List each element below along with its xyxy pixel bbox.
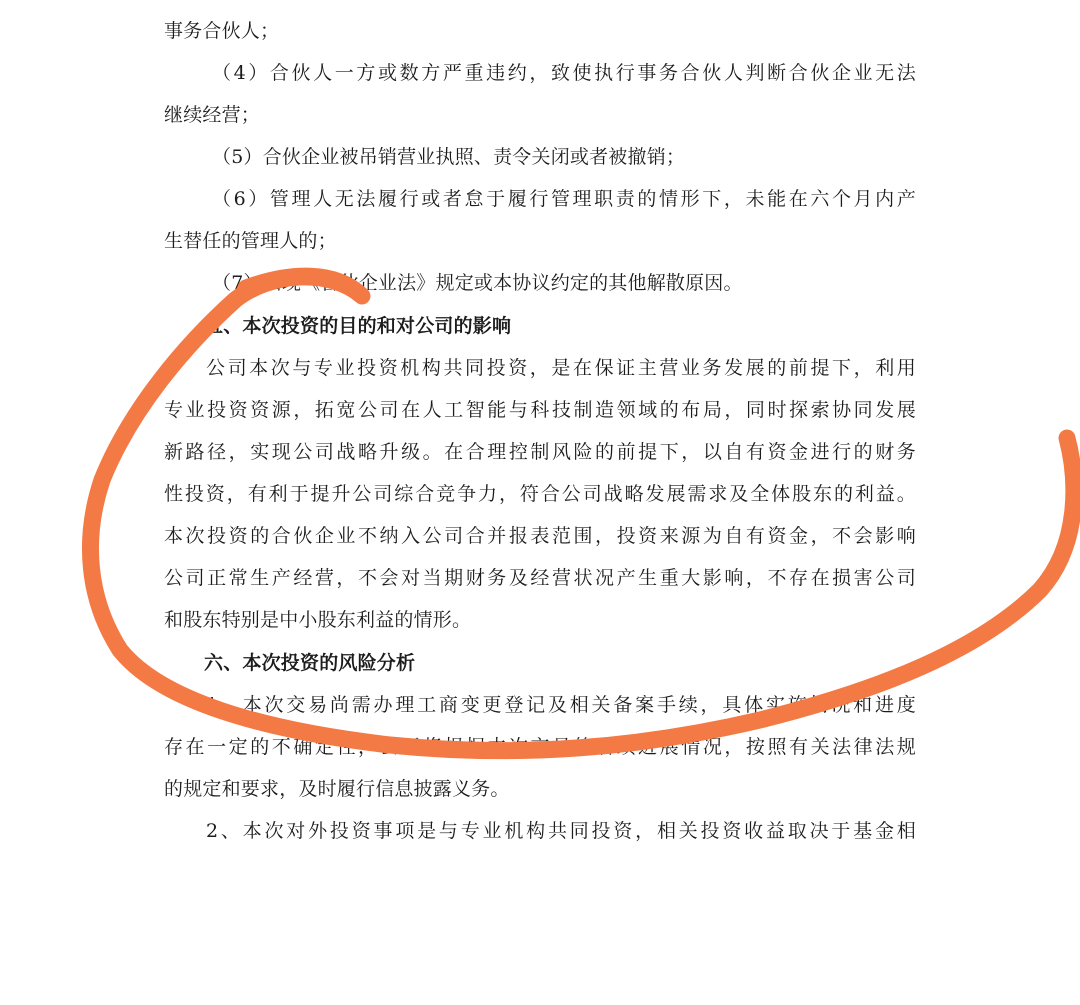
text-line: 2、本次对外投资事项是与专业机构共同投资，相关投资收益取决于基金相 bbox=[206, 820, 916, 842]
text-line: （7）出现《合伙企业法》规定或本协议约定的其他解散原因。 bbox=[212, 272, 743, 294]
text-line: 1、本次交易尚需办理工商变更登记及相关备案手续，具体实施情况和进度 bbox=[206, 694, 916, 716]
text-line: 性投资，有利于提升公司综合竞争力，符合公司战略发展需求及全体股东的利益。 bbox=[164, 483, 916, 505]
text-line: 公司本次与专业投资机构共同投资，是在保证主营业务发展的前提下，利用 bbox=[206, 357, 916, 379]
text-line: 的规定和要求，及时履行信息披露义务。 bbox=[164, 778, 510, 800]
section-heading: 六、本次投资的风险分析 bbox=[204, 652, 416, 674]
text-line: （6）管理人无法履行或者怠于履行管理职责的情形下，未能在六个月内产 bbox=[212, 188, 916, 210]
text-line: 本次投资的合伙企业不纳入公司合并报表范围，投资来源为自有资金，不会影响 bbox=[164, 525, 916, 547]
text-line: 事务合伙人； bbox=[164, 20, 280, 42]
circle-stroke bbox=[90, 276, 1073, 750]
text-line: 存在一定的不确定性，公司将根据本次交易的后续进展情况，按照有关法律法规 bbox=[164, 736, 916, 758]
text-line: 生替任的管理人的； bbox=[164, 230, 337, 252]
text-line: 公司正常生产经营，不会对当期财务及经营状况产生重大影响，不存在损害公司 bbox=[164, 567, 916, 589]
text-line: 新路径，实现公司战略升级。在合理控制风险的前提下，以自有资金进行的财务 bbox=[164, 441, 916, 463]
text-line: （5）合伙企业被吊销营业执照、责令关闭或者被撤销； bbox=[212, 146, 686, 168]
text-line: （4）合伙人一方或数方严重违约，致使执行事务合伙人判断合伙企业无法 bbox=[212, 62, 916, 84]
text-line: 专业投资资源，拓宽公司在人工智能与科技制造领域的布局，同时探索协同发展 bbox=[164, 399, 916, 421]
text-line: 继续经营； bbox=[164, 104, 261, 126]
section-heading: 五、本次投资的目的和对公司的影响 bbox=[204, 315, 512, 337]
text-line: 和股东特别是中小股东利益的情形。 bbox=[164, 609, 472, 631]
